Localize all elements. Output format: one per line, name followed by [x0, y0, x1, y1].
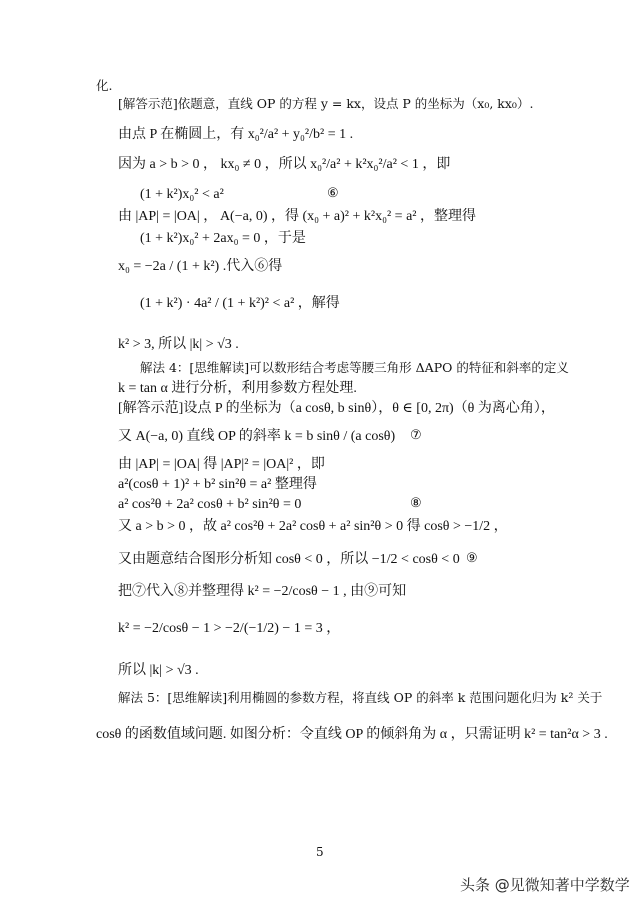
- watermark: 头条 @见微知著中学数学: [460, 876, 630, 894]
- text-line: 因为 a > b > 0 ， kx₀ ≠ 0 ，所以 x₀²/a² + k²x₀²/a² < 1 ，即: [118, 157, 451, 172]
- equation-line: (1 + k²)x₀² < a²: [140, 187, 224, 202]
- equation-mark: ⑨: [466, 551, 478, 566]
- equation-mark: ⑦: [410, 428, 422, 443]
- text-line: [解答示范]设点 P 的坐标为（a cosθ, b sinθ），θ ∈ [0, 2π)（θ 为离心角），: [118, 401, 555, 416]
- text-line: 又 A(−a, 0) 直线 OP 的斜率 k = b sinθ / (a cosθ): [118, 429, 396, 444]
- text-line: 解法 4：[思维解读]可以数形结合考虑等腰三角形 ΔAPO 的特征和斜率的定义: [140, 360, 569, 375]
- text-line: k = tan α 进行分析，利用参数方程处理.: [118, 381, 357, 396]
- text-line: 化.: [96, 78, 113, 93]
- equation-line: (1 + k²)x₀² + 2ax₀ = 0 ，于是: [140, 231, 306, 246]
- equation-mark: ⑧: [410, 496, 422, 511]
- text-line: 解法 5：[思维解读]利用椭圆的参数方程，将直线 OP 的斜率 k 范围问题化归为 k² 关于: [118, 690, 603, 705]
- text-line: 又 a > b > 0 ，故 a² cos²θ + 2a² cosθ + a² sin²θ > 0 得 cosθ > −1/2 ，: [118, 519, 508, 534]
- text-line: 由点 P 在椭圆上，有 x₀²/a² + y₀²/b² = 1 .: [118, 127, 354, 142]
- equation-mark: ⑥: [327, 186, 339, 201]
- text-line: 又由题意结合图形分析知 cosθ < 0 ，所以 −1/2 < cosθ < 0: [118, 552, 460, 567]
- text-line: 把⑦代入⑧并整理得 k² = −2/cosθ − 1 , 由⑨可知: [118, 584, 407, 599]
- text-line: 由 |AP| = |OA| ， A(−a, 0) ，得 (x₀ + a)² + k²x₀² = a² ，整理得: [118, 209, 476, 224]
- text-line: cosθ 的函数值域问题. 如图分析：令直线 OP 的倾斜角为 α ，只需证明 k² = tan²α > 3 .: [96, 727, 608, 742]
- text-line: [解答示范]依题意，直线 OP 的方程 y = kx，设点 P 的坐标为（x₀, kx₀）.: [118, 96, 534, 111]
- equation-line: k² = −2/cosθ − 1 > −2/(−1/2) − 1 = 3 ，: [118, 621, 341, 636]
- equation-line: a² cos²θ + 2a² cosθ + b² sin²θ = 0: [118, 497, 302, 512]
- text-line: 由 |AP| = |OA| 得 |AP|² = |OA|² ，即: [118, 457, 325, 472]
- equation-line: (1 + k²) · 4a² / (1 + k²)² < a² ，解得: [140, 296, 340, 311]
- equation-line: a²(cosθ + 1)² + b² sin²θ = a² 整理得: [118, 477, 317, 492]
- page-number: 5: [316, 845, 324, 859]
- equation-line: x₀ = −2a / (1 + k²) .代入⑥得: [118, 259, 283, 274]
- text-line: k² > 3, 所以 |k| > √3 .: [118, 337, 239, 352]
- text-line: 所以 |k| > √3 .: [118, 663, 199, 678]
